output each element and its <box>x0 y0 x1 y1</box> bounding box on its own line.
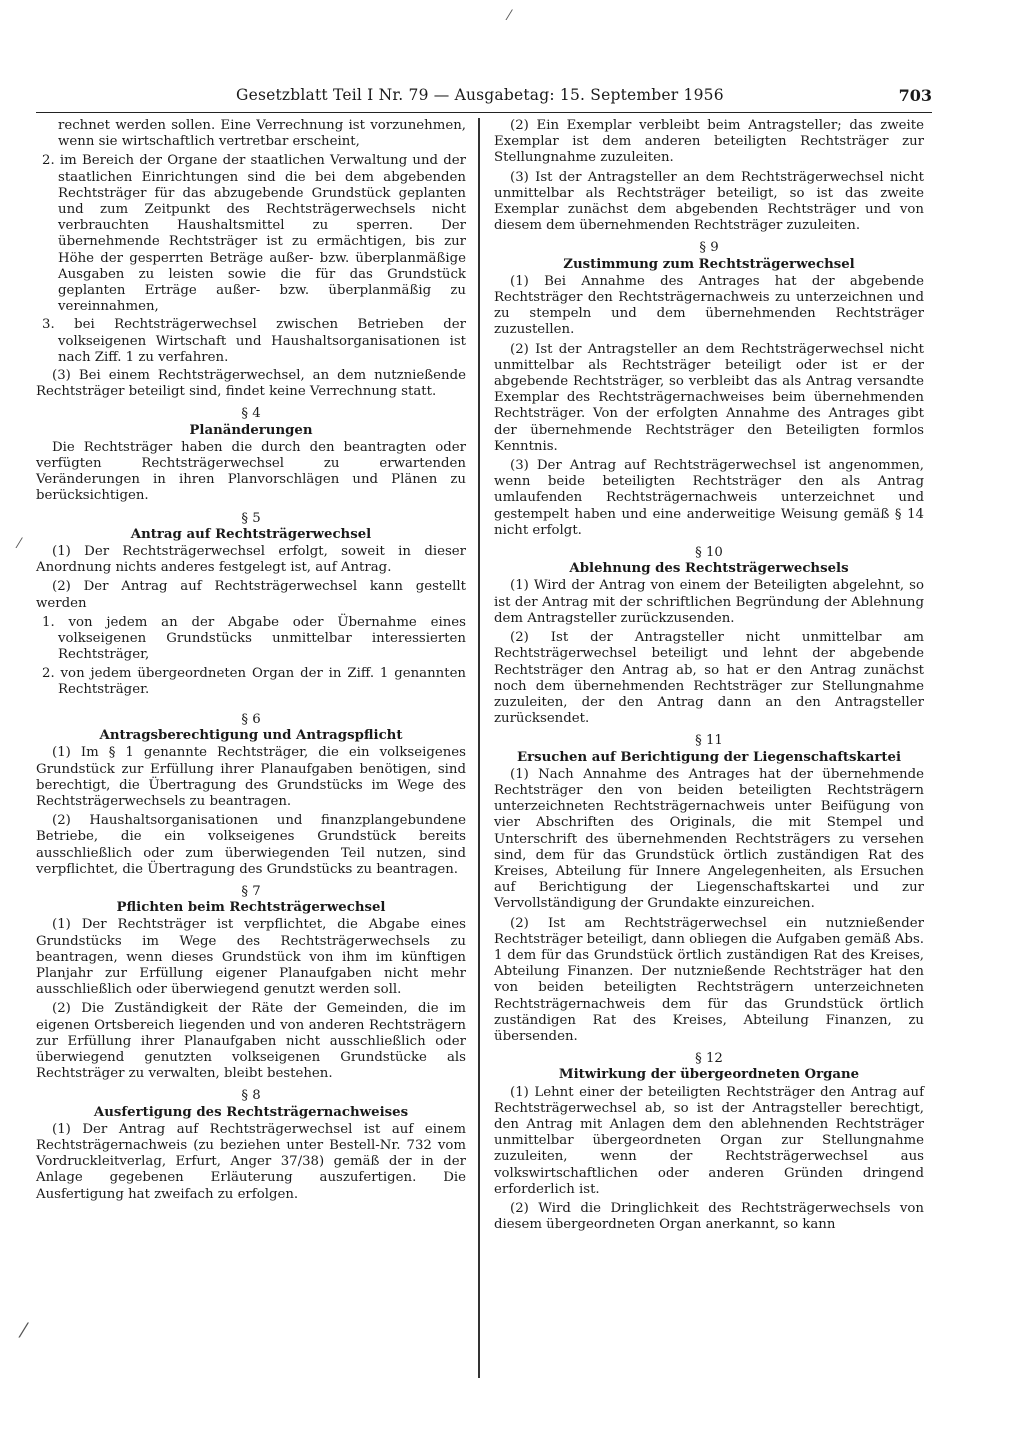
pen-mark: ⁄ <box>508 8 511 24</box>
section-title: Antragsberechtigung und Antragspflicht <box>99 728 403 744</box>
section-number: § 4 <box>241 406 261 422</box>
list-item: 1. von jedem an der Abgabe oder Übernahme eines volkseigenen Grundstücks unmittelbar interessierten Rechtsträger, <box>42 614 466 663</box>
list-item: 2. im Bereich der Organe der staatlichen Verwaltung und der staatlichen Einrichtungen sind die bei dem abgebenden Rechtsträger für das abzugebende Grundstück geplanten und zum Zeitpunkt des Rechtsträgerwechsels nicht verbrauchten Haushaltsmittel zu sperren. Der übernehmende Rechtsträger ist zu ermächtigen, bis zur Höhe der gesperrten Beträge außer- bzw. überplanmäßige Ausgaben zu leisten sowie die für das Grundstück geplanten Erträge außer- bzw. überplanmäßig zu vereinnahmen, <box>42 153 466 315</box>
paragraph: (1) Nach Annahme des Antrages hat der übernehmende Rechtsträger den von beiden beteiligten Rechtsträgern unterzeichneten Rechtsträgernachweis unter Beifügung von vier Abschriften des Originals, die mit Stempel und Unterschrift des übernehmenden Rechtsträgers zu versehen sind, dem für das Grundstück örtlich zuständigen Rat des Kreises, Abteilung für Innere Angelegenheiten, als Ersuchen auf Berichtigung der Liegenschaftskartei und zur Vervollständigung der Grundakte einzureichen. <box>494 766 924 912</box>
right-column <box>494 118 924 1236</box>
column-divider <box>478 118 480 1378</box>
section-number: § 11 <box>695 733 723 749</box>
paragraph: (2) Ist am Rechtsträgerwechsel ein nutznießender Rechtsträger beteiligt, dann obliegen die Aufgaben gemäß Abs. 1 dem für das Grundstück örtlich zuständigen Rat des Kreises, Abteilung Finanzen. Der nutznießende Rechtsträger hat den von beiden beteiligten Rechtsträgern unterzeichneten Rechtsträgernachweis dem für das Grundstück örtlich zuständigen Rat des Kreises, Abteilung Finanzen, zu übersenden. <box>494 915 924 1044</box>
section-title: Zustimmung zum Rechtsträgerwechsel <box>563 256 855 272</box>
list-item: 2. von jedem übergeordneten Organ der in Ziff. 1 genannten Rechtsträger. <box>42 665 466 697</box>
page-number: 703 <box>898 86 932 105</box>
section-number: § 5 <box>241 510 261 526</box>
page-header <box>36 84 932 113</box>
paragraph: (2) Ein Exemplar verbleibt beim Antragsteller; das zweite Exemplar ist dem anderen beteiligten Rechtsträger zur Stellungnahme zuzuleiten. <box>494 118 924 166</box>
paragraph: (2) Ist der Antragsteller an dem Rechtsträgerwechsel nicht unmittelbar als Rechtsträger beteiligt oder ist er der abgebende Rechtsträger, so verbleibt das als Antrag versandte Exemplar des Rechtsträgernachweises beim übernehmenden Rechtsträger. Von der erfolgten Annahme des Antrages gibt der übernehmende Rechtsträger den Beteiligten formlos Kenntnis. <box>494 341 924 454</box>
paragraph: (1) Lehnt einer der beteiligten Rechtsträger den Antrag auf Rechtsträgerwechsel ab, so ist der Antragsteller berechtigt, den Antrag mit Anlagen dem den ablehnenden Rechtsträger unmittelbar übergeordneten Organ zur Stellungnahme zuzuleiten, wenn der Rechtsträgerwechsel aus volkswirtschaftlichen oder anderen Gründen dringend erforderlich ist. <box>494 1084 924 1197</box>
paragraph: Die Rechtsträger haben die durch den beantragten oder verfügten Rechtsträgerwechsel zu erwartenden Veränderungen in ihren Planvorschlägen und Plänen zu berücksichtigen. <box>36 439 466 504</box>
paragraph: (2) Wird die Dringlichkeit des Rechtsträgerwechsels von diesem übergeordneten Organ anerkannt, so kann <box>494 1201 924 1233</box>
section-title: Ersuchen auf Berichtigung der Liegenschaftskartei <box>516 749 902 765</box>
left-column <box>36 118 466 1206</box>
paragraph: (3) Der Antrag auf Rechtsträgerwechsel ist angenommen, wenn beide beteiligten Rechtsträger den als Antrag umlaufenden Rechtsträgernachweis unterzeichnet und gestempelt haben und eine anderweitige Weisung gemäß § 14 nicht erfolgt. <box>494 458 924 538</box>
paragraph: (1) Im § 1 genannte Rechtsträger, die ein volkseigenes Grundstück zur Erfüllung ihrer Planaufgaben benötigen, sind berechtigt, die Übertragung des Grundstücks im Wege des Rechtsträgerwechsels zu beantragen. <box>36 745 466 809</box>
paragraph: (2) Die Zuständigkeit der Räte der Gemeinden, die im eigenen Ortsbereich liegenden und von anderen Rechtsträgern zur Erfüllung ihrer Planaufgaben nicht ausschließlich oder überwiegend genutzten volkseigenen Grundstücke als Rechtsträger zu verwalten, bleibt bestehen. <box>36 1001 466 1082</box>
paragraph: (1) Der Antrag auf Rechtsträgerwechsel ist auf einem Rechtsträgernachweis (zu beziehen unter Bestell-Nr. 732 vom Vordruckleitverlag, Erfurt, Anger 37/38) gemäß der in der Anlage gegebenen Erläuterung auszufertigen. Die Ausfertigung hat zweifach zu erfolgen. <box>36 1121 466 1202</box>
section-number: § 12 <box>695 1051 723 1067</box>
paragraph: (1) Bei Annahme des Antrages hat der abgebende Rechtsträger den Rechtsträgernachweis zu unterzeichnen und zu stempeln und dem übernehmenden Rechtsträger zuzustellen. <box>494 273 924 338</box>
section-number: § 6 <box>241 711 261 727</box>
paragraph: (2) Der Antrag auf Rechtsträgerwechsel kann gestellt werden <box>36 579 466 611</box>
paragraph: (1) Der Rechtsträgerwechsel erfolgt, soweit in dieser Anordnung nichts anderes festgelegt ist, auf Antrag. <box>36 544 466 576</box>
paragraph: (3) Bei einem Rechtsträgerwechsel, an dem nutznießende Rechtsträger beteiligt sind, findet keine Verrechnung statt. <box>36 368 466 400</box>
header-title: Gesetzblatt Teil I Nr. 79 — Ausgabetag: 15. September 1956 <box>236 86 724 104</box>
paragraph: (3) Ist der Antragsteller an dem Rechtsträgerwechsel nicht unmittelbar als Rechtsträger beteiligt, so ist das zweite Exemplar zunächst dem abgebenden Rechtsträger und von diesem dem übernehmenden Rechtsträger zuzuleiten. <box>494 169 924 234</box>
section-number: § 9 <box>699 240 719 256</box>
section-number: § 8 <box>241 1088 261 1104</box>
pen-mark: ⁄ <box>18 536 21 552</box>
section-title: Ablehnung des Rechtsträgerwechsels <box>569 561 849 577</box>
section-number: § 7 <box>241 883 261 899</box>
section-number: § 10 <box>695 545 723 561</box>
section-title: Mitwirkung der übergeordneten Organe <box>558 1067 860 1083</box>
section-title: Planänderungen <box>189 422 313 438</box>
section-title: Antrag auf Rechtsträgerwechsel <box>130 526 372 542</box>
pen-mark: ⁄ <box>22 1318 26 1342</box>
paragraph: (2) Haushaltsorganisationen und finanzplangebundene Betriebe, die ein volkseigenes Grundstück bereits ausschließlich oder zum überwiegenden Teil nutzen, sind verpflichtet, die Übertragung des Grundstücks zu beantragen. <box>36 813 466 877</box>
paragraph: (1) Der Rechtsträger ist verpflichtet, die Abgabe eines Grundstücks im Wege des Rechtsträgerwechsels zu beantragen, wenn dieses Grundstück von ihm im künftigen Planjahr zur Erfüllung eigener Planaufgaben nicht mehr ausschließlich oder überwiegend genutzt werden soll. <box>36 917 466 998</box>
section-title: Pflichten beim Rechtsträgerwechsel <box>116 900 386 916</box>
paragraph: (2) Ist der Antragsteller nicht unmittelbar am Rechtsträgerwechsel beteiligt und lehnt der abgebende Rechtsträger den Antrag ab, so hat er den Antrag zunächst noch dem übernehmenden Rechtsträger zur Stellungnahme zuzuleiten, der den Antrag dann an den Antragsteller zurücksendet. <box>494 630 924 727</box>
list-item: 3. bei Rechtsträgerwechsel zwischen Betrieben der volkseigenen Wirtschaft und Haushaltsorganisationen ist nach Ziff. 1 zu verfahren. <box>42 317 466 365</box>
paragraph: (1) Wird der Antrag von einem der Beteiligten abgelehnt, so ist der Antrag mit der schriftlichen Begründung der Ablehnung dem Antragsteller zurückzusenden. <box>494 578 924 626</box>
paragraph: rechnet werden sollen. Eine Verrechnung ist vorzunehmen, wenn sie wirtschaftlich vertretbar erscheint, <box>58 118 466 150</box>
section-title: Ausfertigung des Rechtsträgernachweises <box>93 1104 409 1120</box>
